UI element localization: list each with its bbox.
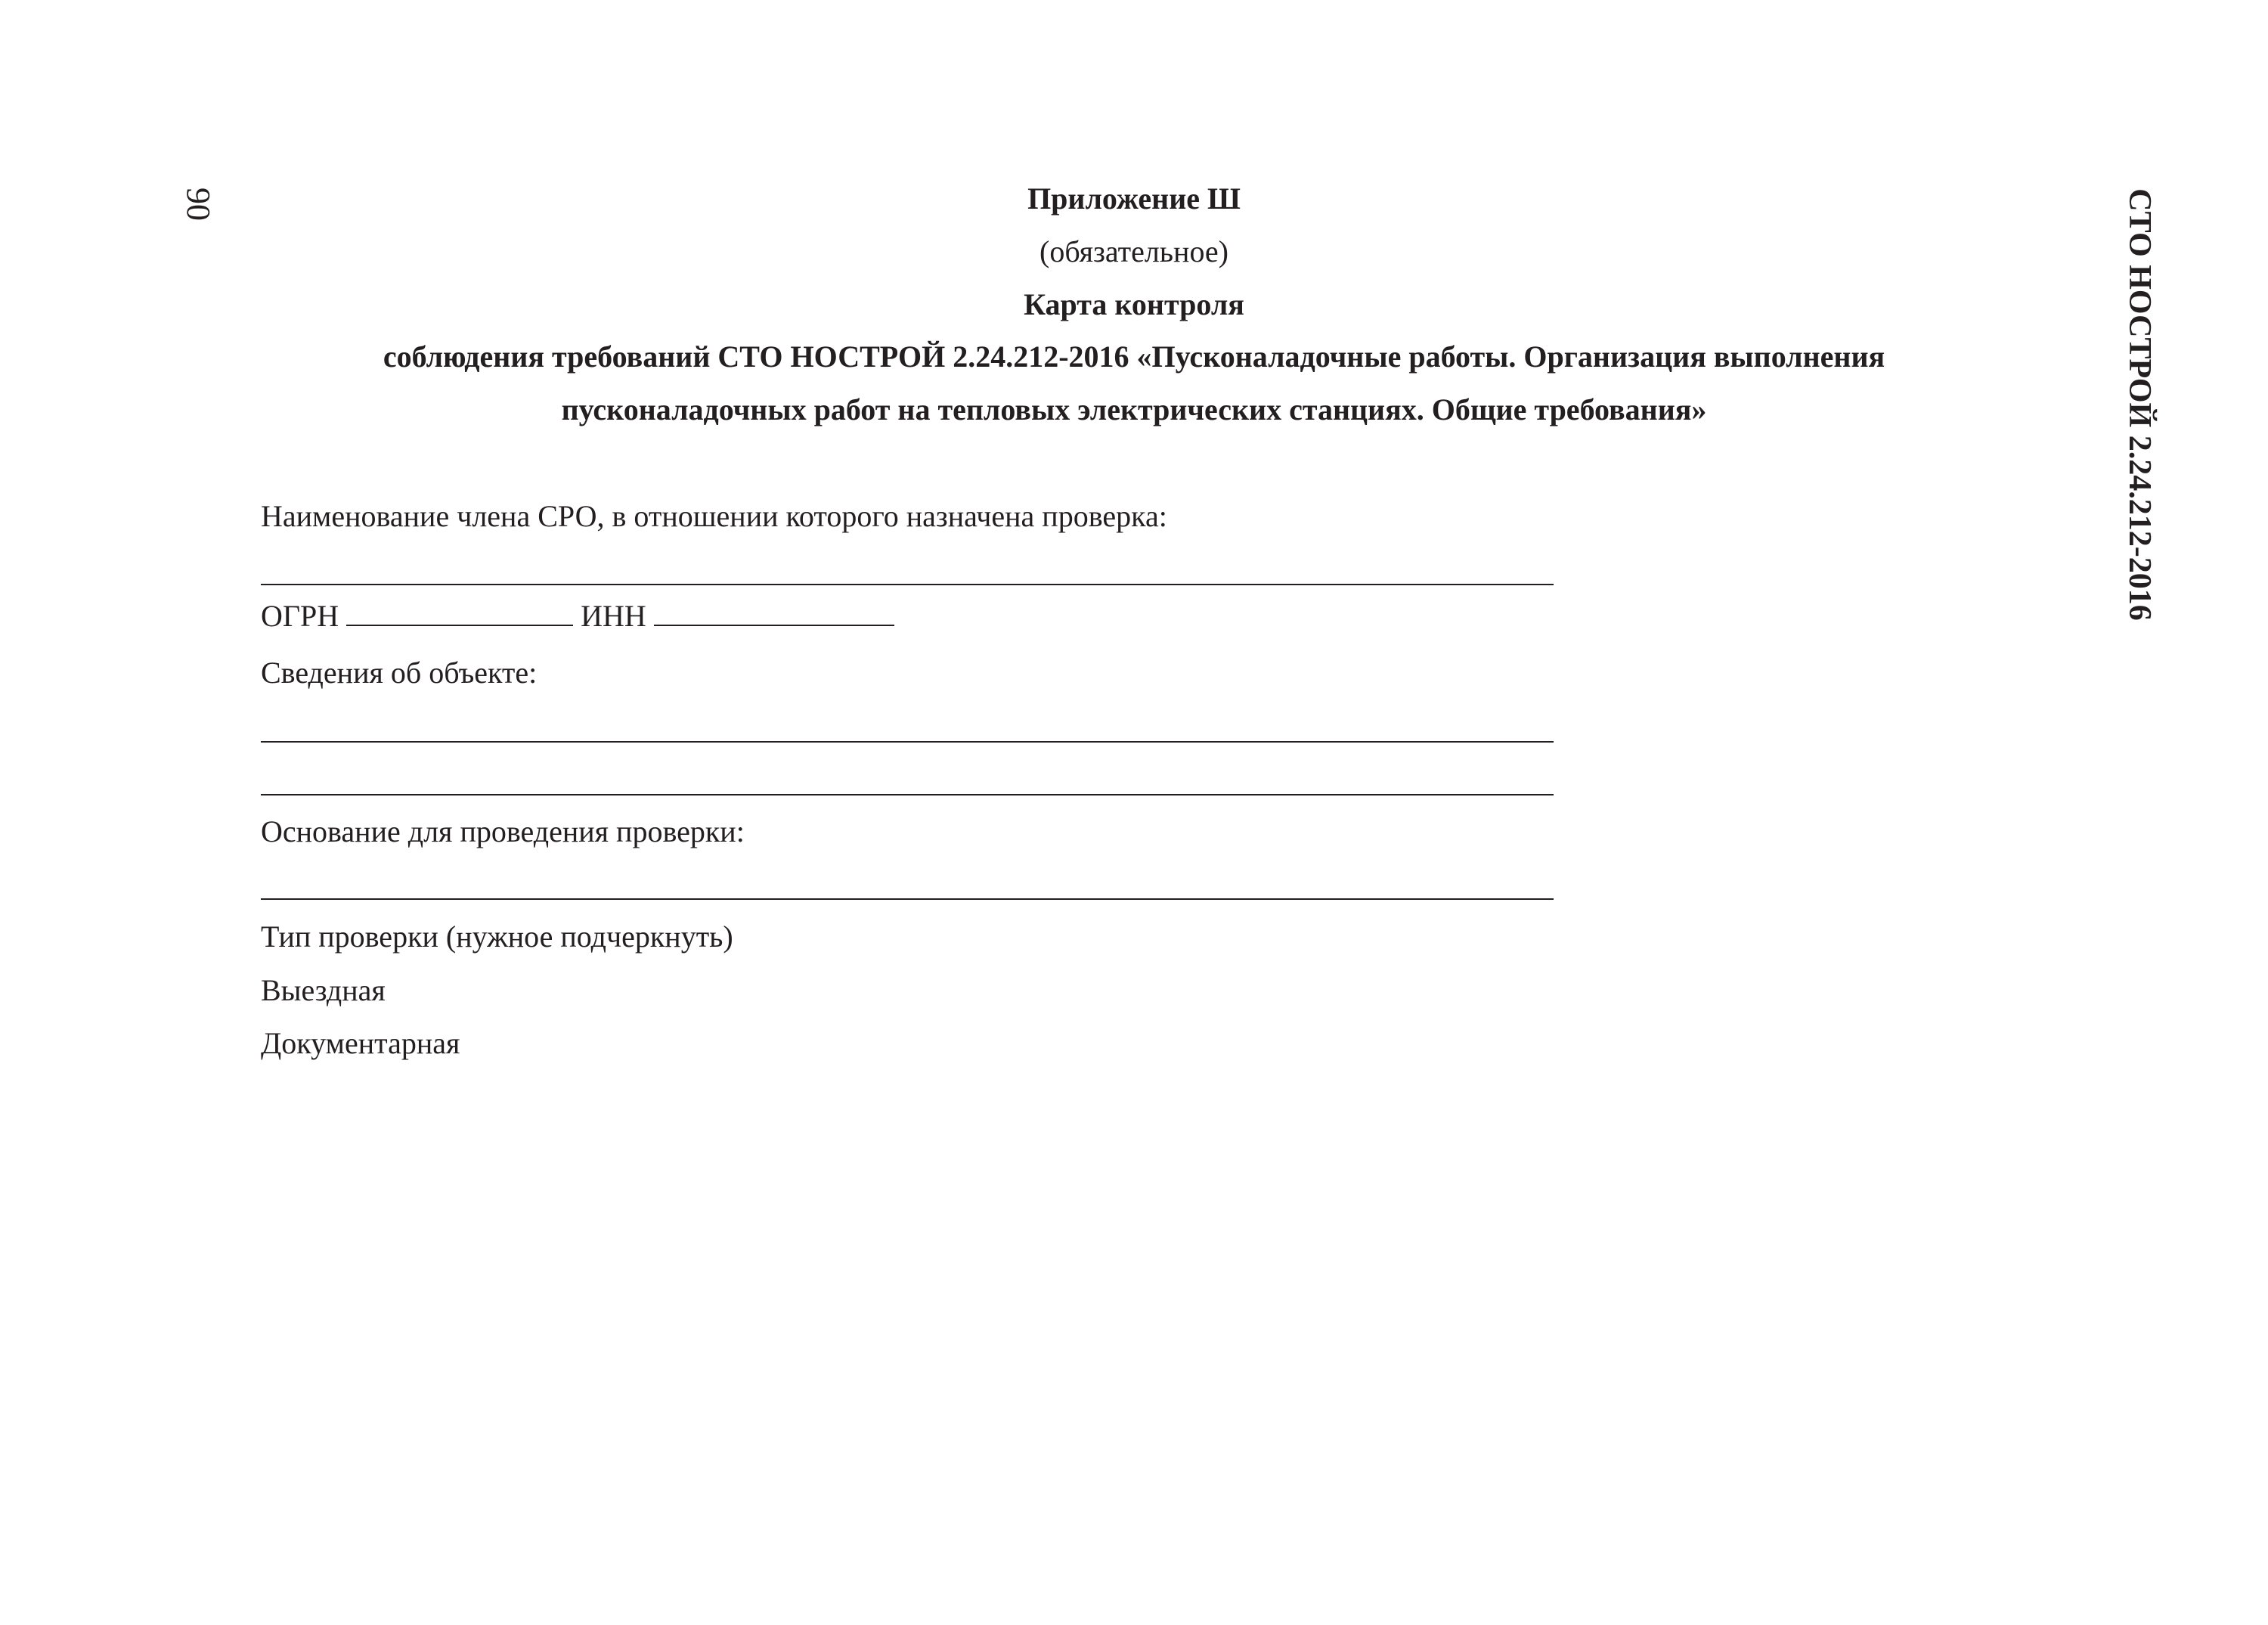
check-type-option-onsite[interactable]: Выездная <box>261 973 386 1007</box>
appendix-title: Приложение Ш <box>1027 181 1241 216</box>
inn-label: ИНН <box>581 599 646 633</box>
document-subtitle-line-2: пусконаладочных работ на тепловых электрических станциях. Общие требования» <box>561 392 1707 426</box>
ogrn-label: ОГРН <box>261 599 339 633</box>
appendix-status: (обязательное) <box>1040 234 1228 268</box>
running-header: СТО НОСТРОЙ 2.24.212-2016 <box>2122 188 2157 621</box>
registration-row <box>261 601 894 631</box>
document-subtitle-line-1: соблюдения требований СТО НОСТРОЙ 2.24.212-2016 «Пусконаладочные работы. Организация выполнения <box>383 340 1885 374</box>
ogrn-field[interactable] <box>346 625 573 626</box>
page-number: 90 <box>180 188 217 221</box>
object-info-field-2[interactable] <box>261 794 1554 795</box>
check-basis-field[interactable] <box>261 898 1554 900</box>
check-type-option-documentary[interactable]: Документарная <box>261 1026 460 1060</box>
object-info-field-1[interactable] <box>261 741 1554 743</box>
check-basis-label: Основание для проведения проверки: <box>261 814 745 848</box>
inn-field[interactable] <box>654 625 894 626</box>
document-title: Карта контроля <box>1024 287 1244 321</box>
member-name-label: Наименование члена СРО, в отношении которого назначена проверка: <box>261 499 1167 533</box>
object-info-label: Сведения об объекте: <box>261 656 538 690</box>
member-name-field[interactable] <box>261 584 1554 585</box>
check-type-label: Тип проверки (нужное подчеркнуть) <box>261 919 733 954</box>
